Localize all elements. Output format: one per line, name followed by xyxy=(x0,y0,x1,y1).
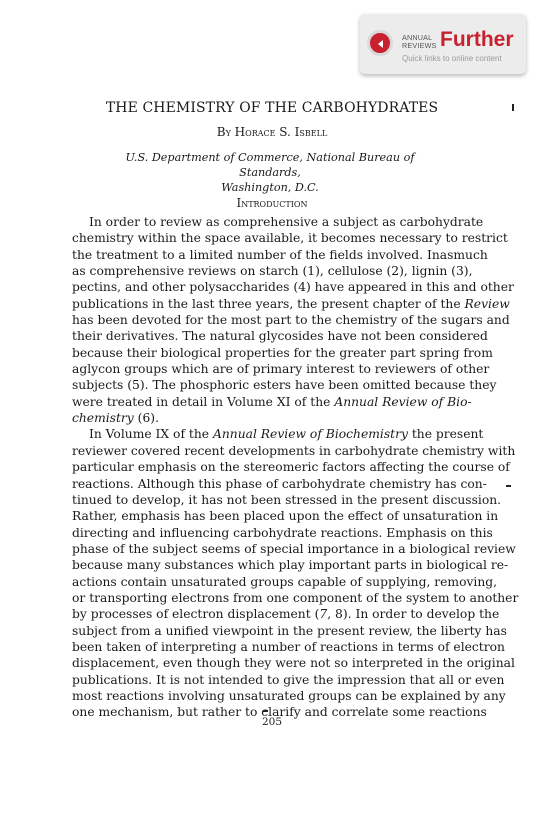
paragraph-line: chemistry (6). xyxy=(72,411,160,426)
paragraph-line: displacement, even though they were not so interpreted in the original xyxy=(72,656,515,671)
banner-further-label: Further xyxy=(440,28,514,51)
paragraph-line: pectins, and other polysaccharides (4) have appeared in this and other xyxy=(72,280,514,295)
paragraph-line: particular emphasis on the stereomeric factors affecting the course of xyxy=(72,460,510,475)
play-arrow-icon xyxy=(367,30,393,56)
paragraph-line: because many substances which play important parts in biological re- xyxy=(72,558,509,573)
paragraph-line: reviewer covered recent developments in carbohydrate chemistry with xyxy=(72,443,516,458)
paragraph-line: actions contain unsaturated groups capable of supplying, removing, xyxy=(72,574,498,589)
margin-mark xyxy=(506,485,511,487)
article-body xyxy=(72,214,519,721)
paragraph-line: chemistry within the space available, it becomes necessary to restrict xyxy=(72,231,508,246)
page-number: 205 xyxy=(261,716,283,728)
paragraph-line: their derivatives. The natural glycosides have not been considered xyxy=(72,329,488,344)
paragraph-line: phase of the subject seems of special importance in a biological review xyxy=(72,541,516,556)
paragraph-line: In order to review as comprehensive a subject as carbohydrate xyxy=(89,215,484,229)
paragraph-line: aglycon groups which are of primary interest to reviewers of other xyxy=(72,362,490,377)
paragraph-line: most reactions involving unsaturated groups can be explained by any xyxy=(72,688,506,703)
paragraph-line: reactions. Although this phase of carbohydrate chemistry has con- xyxy=(72,476,487,491)
banner-subtitle: Quick links to online content xyxy=(402,54,502,63)
author-affiliation: U.S. Department of Commerce, National Bureau of Standards, Washington, D.C. xyxy=(125,151,415,194)
paragraph-line: In Volume IX of the Annual Review of Biochemistry the present xyxy=(89,427,484,442)
further-annual-reviews-banner[interactable] xyxy=(360,14,526,74)
paragraph-line: tinued to develop, it has not been stressed in the present discussion. xyxy=(72,492,502,507)
banner-annual-reviews-label: ANNUAL REVIEWS xyxy=(402,33,437,50)
article-title: THE CHEMISTRY OF THE CARBOHYDRATES xyxy=(105,100,439,116)
paragraph-line: were treated in detail in Volume XI of the Annual Review of Bio- xyxy=(72,394,472,409)
paragraph-line: subjects (5). The phosphoric esters have been omitted because they xyxy=(72,378,497,393)
paragraph-line: been taken of interpreting a number of reactions in terms of electron xyxy=(72,639,505,654)
paragraph-line: Rather, emphasis has been placed upon the effect of unsaturation in xyxy=(72,509,499,524)
paragraph-line: publications in the last three years, the present chapter of the Review xyxy=(72,296,510,311)
article-author: By Horace S. Isbell xyxy=(216,125,328,139)
paragraph-line: one mechanism, but rather to clarify and correlate some reactions xyxy=(72,705,487,720)
paragraph-line: publications. It is not intended to give the impression that all or even xyxy=(72,672,505,687)
paragraph-line: as comprehensive reviews on starch (1), cellulose (2), lignin (3), xyxy=(72,264,473,279)
paragraph-line: the treatment to a limited number of the fields involved. Inasmuch xyxy=(72,247,488,262)
paragraph-line: because their biological properties for the greater part spring from xyxy=(72,345,493,360)
paragraph-line: has been devoted for the most part to the chemistry of the sugars and xyxy=(72,313,510,328)
paragraph-line: or transporting electrons from one component of the system to another xyxy=(72,590,519,605)
section-heading: Introduction xyxy=(236,196,308,210)
paragraph-line: subject from a unified viewpoint in the present review, the liberty has xyxy=(72,623,507,638)
paragraph-line: directing and influencing carbohydrate reactions. Emphasis on this xyxy=(72,525,493,540)
paragraph-line: by processes of electron displacement (7, 8). In order to develop the xyxy=(72,607,500,622)
